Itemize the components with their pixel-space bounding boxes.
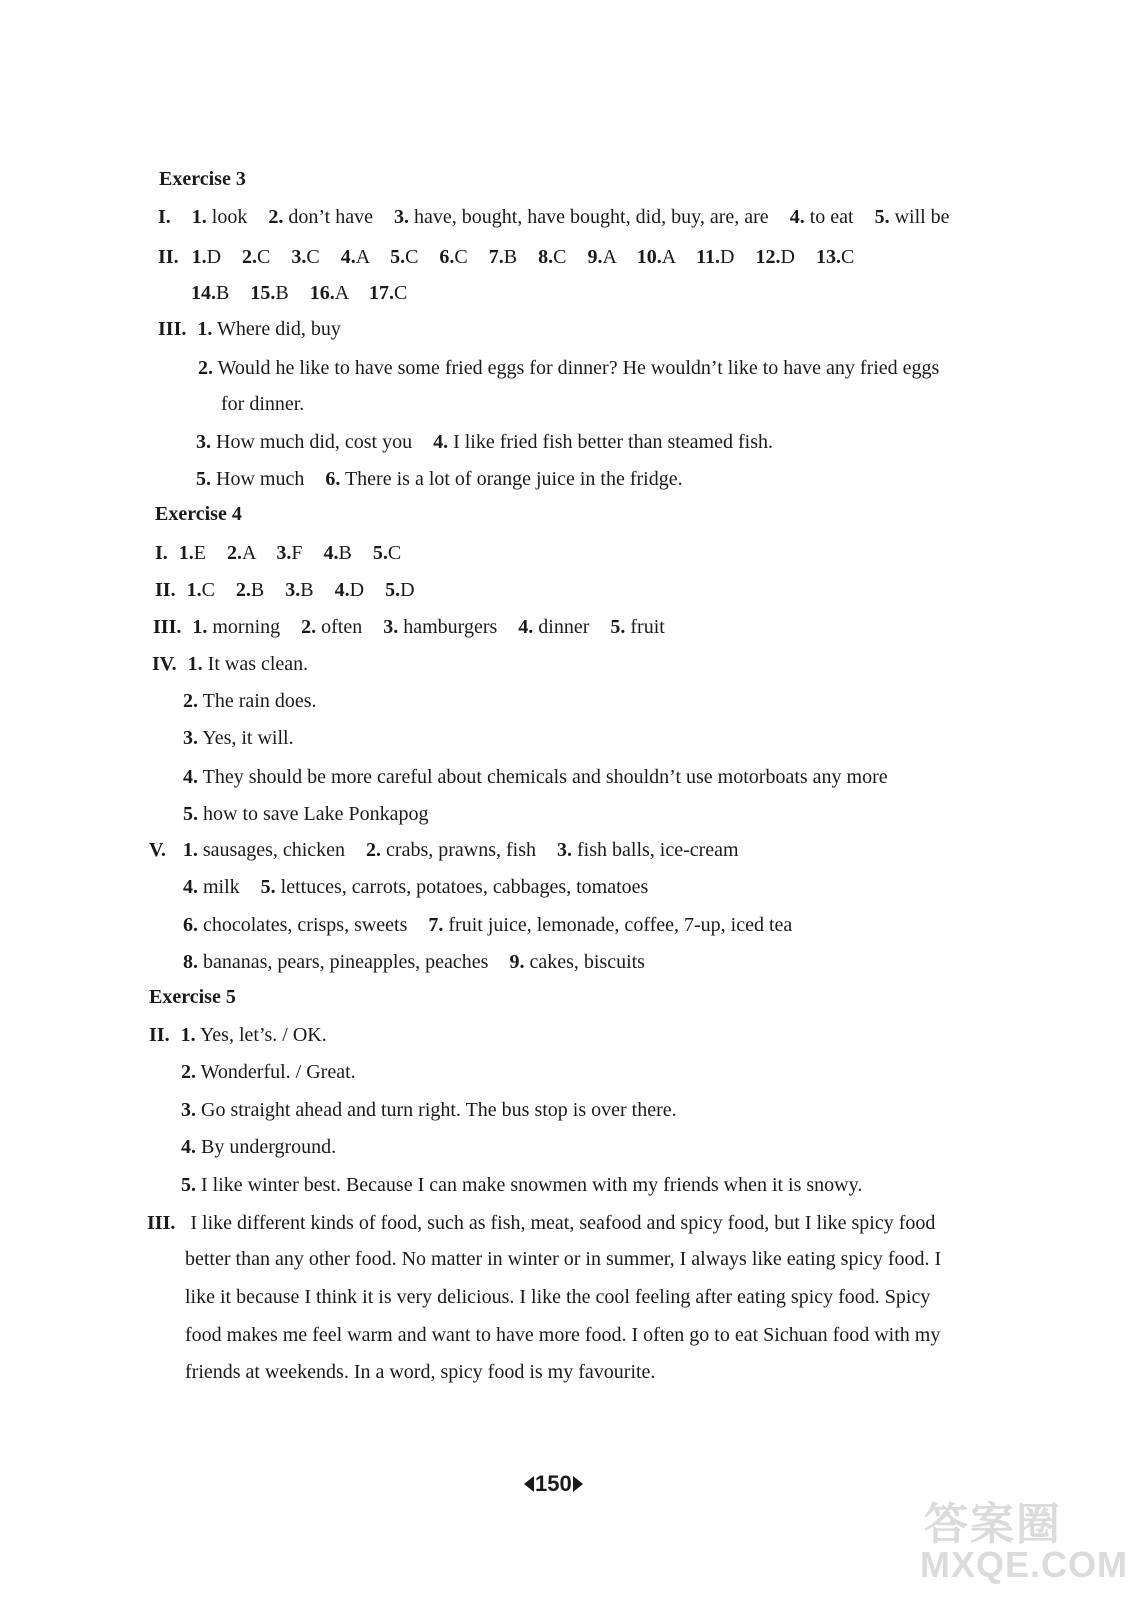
answer: chocolates, crisps, sweets [198,914,408,936]
ex3-section-I [158,204,950,230]
answer: C [387,542,402,564]
answer: have, bought, have bought, did, buy, are, are [408,206,769,228]
ex4-IV-item-5 [183,801,429,827]
ex3-III-item-2-cont: for dinner. [221,393,305,415]
answer: B [216,282,230,304]
item-number: 5. [610,616,626,638]
answer: sausages, chicken [197,839,346,861]
watermark-top-text: 答案圈 [924,1499,1062,1550]
item-number: 4. [518,616,534,638]
answer: C [454,246,468,268]
exercise-5-title: Exercise 5 [149,986,236,1008]
answer: C [394,282,408,304]
answer: to eat [804,206,854,228]
roman-numeral: II. [158,246,179,268]
answer: How much [211,468,305,490]
item-number: 6. [183,914,198,936]
answer: fruit juice, lemonade, coffee, 7-up, iced tea [443,914,793,936]
roman-numeral: IV. [152,653,177,675]
ex3-III-item-3-4 [196,429,773,455]
ex4-section-II [155,577,415,603]
answer: F [291,542,303,564]
item-number: 5. [196,468,211,490]
ex4-V-items-6-7 [183,912,792,938]
item-number: 3. [383,616,399,638]
ex4-section-I [155,540,401,566]
essay-line: food makes me feel warm and want to have more food. I often go to eat Sichuan food with my [185,1324,941,1346]
answer: Yes, let’s. / OK. [195,1024,327,1046]
exercise-4-title: Exercise 4 [155,503,242,525]
ex4-IV-item-3 [183,725,294,751]
roman-numeral: III. [153,616,182,638]
item-number: 3. [181,1099,196,1121]
ex5-II-item-5 [181,1172,862,1198]
item-number: 5. [372,542,388,564]
answer: C [257,246,271,268]
ex4-section-IV [152,651,308,677]
item-number: 4. [433,431,449,453]
item-number: 3. [285,579,301,601]
roman-numeral: I. [158,206,171,228]
answer: D [780,246,795,268]
answer: A [355,246,370,268]
item-number: 2. [301,616,317,638]
answer: A [661,246,676,268]
answer: C [553,246,567,268]
item-number: 1. [180,1024,196,1046]
right-triangle-icon [573,1476,583,1492]
answer: B [503,246,518,268]
answer: look [206,206,248,228]
roman-numeral: III. [158,318,187,340]
answer: C [405,246,419,268]
item-number: 9. [587,246,603,268]
item-number: 4. [789,206,805,228]
item-number: 3. [557,839,573,861]
ex4-section-III [153,614,665,640]
ex4-section-V [149,837,739,863]
item-number: 7. [488,246,504,268]
item-number: 2. [235,579,251,601]
answer: I like fried fish better than steamed fish. [448,431,773,453]
item-number: 5. [260,876,276,898]
answer: By underground. [196,1136,337,1158]
answer: I like winter best. Because I can make snowmen with my friends when it is snowy. [196,1174,863,1196]
item-number: 2. [268,206,284,228]
item-number: 4. [181,1136,196,1158]
item-number: 16. [309,282,335,304]
item-number: 2. [198,357,213,379]
roman-numeral: V. [149,839,166,861]
answer: morning [207,616,281,638]
ex5-section-II [149,1022,327,1048]
answer: fish balls, ice-cream [572,839,739,861]
ex3-III-item-5-6 [196,466,683,492]
item-number: 4. [340,246,356,268]
item-number: 3. [291,246,307,268]
answer: They should be more careful about chemicals and shouldn’t use motorboats any more [198,766,888,788]
ex5-II-item-2 [181,1059,356,1085]
page-number-text: 150 [535,1471,572,1496]
watermark-url-text: MXQE.COM [920,1544,1128,1585]
item-number: 2. [181,1061,196,1083]
answer: lettuces, carrots, potatoes, cabbages, tomatoes [275,876,649,898]
item-number: 3. [393,206,409,228]
item-number: 13. [815,246,841,268]
answer: The rain does. [198,690,317,712]
item-number: 8. [183,951,198,973]
item-number: 4. [334,579,350,601]
item-number: 1. [178,542,194,564]
item-number: 14. [191,282,216,304]
answer: Go straight ahead and turn right. The bus stop is over there. [196,1099,677,1121]
item-number: 11. [696,246,721,268]
item-number: 2. [183,690,198,712]
answer: There is a lot of orange juice in the fridge. [340,468,683,490]
answer: often [316,616,363,638]
item-number: 1. [197,318,213,340]
answer: bananas, pears, pineapples, peaches [198,951,489,973]
item-number: 1. [192,616,208,638]
ex4-V-items-8-9 [183,949,645,975]
item-number: 1. [182,839,198,861]
answer: hamburgers [398,616,498,638]
answer: dinner [533,616,590,638]
roman-numeral: I. [155,542,168,564]
answer: B [338,542,352,564]
exercise-3-title: Exercise 3 [159,168,246,190]
essay-line: I like different kinds of food, such as fish, meat, seafood and spicy food, but I like spicy food [190,1212,936,1234]
answer: cakes, biscuits [524,951,645,973]
item-number: 10. [636,246,662,268]
item-number: 4. [323,542,339,564]
ex3-section-II-row2 [191,280,407,306]
answer: C [201,579,215,601]
left-triangle-icon [524,1476,534,1492]
essay-line: friends at weekends. In a word, spicy food is my favourite. [185,1361,656,1383]
item-number: 3. [196,431,211,453]
item-number: 6. [439,246,455,268]
essay-line: better than any other food. No matter in winter or in summer, I always like eating spicy food. I [185,1248,942,1270]
item-number: 2. [366,839,382,861]
answer: A [602,246,616,268]
page-number [524,1471,583,1497]
item-number: 9. [509,951,525,973]
answer: D [206,246,222,268]
roman-numeral: II. [149,1024,170,1046]
answer: fruit [625,616,665,638]
answer: crabs, prawns, fish [381,839,537,861]
item-number: 1. [186,579,202,601]
ex5-II-item-4 [181,1134,336,1160]
answer: Where did, buy [212,318,341,340]
ex5-II-item-3 [181,1097,677,1123]
item-number: 5. [181,1174,196,1196]
answer: B [275,282,289,304]
roman-numeral: II. [155,579,176,601]
item-number: 5. [183,803,198,825]
answer: C [840,246,855,268]
answer: B [250,579,265,601]
answer: It was clean. [202,653,309,675]
item-number: 15. [250,282,276,304]
item-number: 12. [755,246,781,268]
item-number: 7. [428,914,444,936]
answer: B [300,579,314,601]
answer: Would he like to have some fried eggs for dinner? He wouldn’t like to have any fried eggs [213,357,940,379]
ex3-III-item-2 [198,355,939,381]
answer: D [400,579,415,601]
essay-line: like it because I think it is very delicious. I like the cool feeling after eating spicy food. Spicy [185,1286,931,1308]
ex3-section-II [158,244,854,270]
answer: How much did, cost you [211,431,413,453]
item-number: 1. [191,246,207,268]
watermark-logo [920,1488,1128,1596]
answer: how to save Lake Ponkapog [198,803,429,825]
answer: don’t have [283,206,373,228]
answer: A [334,282,349,304]
answer: Yes, it will. [198,727,294,749]
item-number: 6. [325,468,341,490]
item-number: 8. [538,246,554,268]
item-number: 1. [191,206,207,228]
answer: Wonderful. / Great. [196,1061,356,1083]
answer: will be [889,206,950,228]
answer: E [193,542,207,564]
answer: milk [198,876,240,898]
answer: A [242,542,256,564]
item-number: 2. [242,246,258,268]
item-number: 4. [183,876,198,898]
ex4-V-items-4-5 [183,874,648,900]
item-number: 3. [183,727,198,749]
answer: C [306,246,320,268]
ex4-IV-item-2 [183,688,317,714]
answer: D [720,246,735,268]
item-number: 5. [390,246,406,268]
ex4-IV-item-4 [183,764,888,790]
item-number: 4. [183,766,198,788]
item-number: 5. [385,579,401,601]
ex3-section-III [158,316,341,342]
item-number: 3. [276,542,292,564]
item-number: 2. [227,542,243,564]
item-number: 5. [874,206,890,228]
item-number: 1. [187,653,203,675]
answer: D [349,579,365,601]
item-number: 17. [369,282,395,304]
ex5-section-III [147,1210,935,1236]
roman-numeral: III. [147,1212,176,1234]
